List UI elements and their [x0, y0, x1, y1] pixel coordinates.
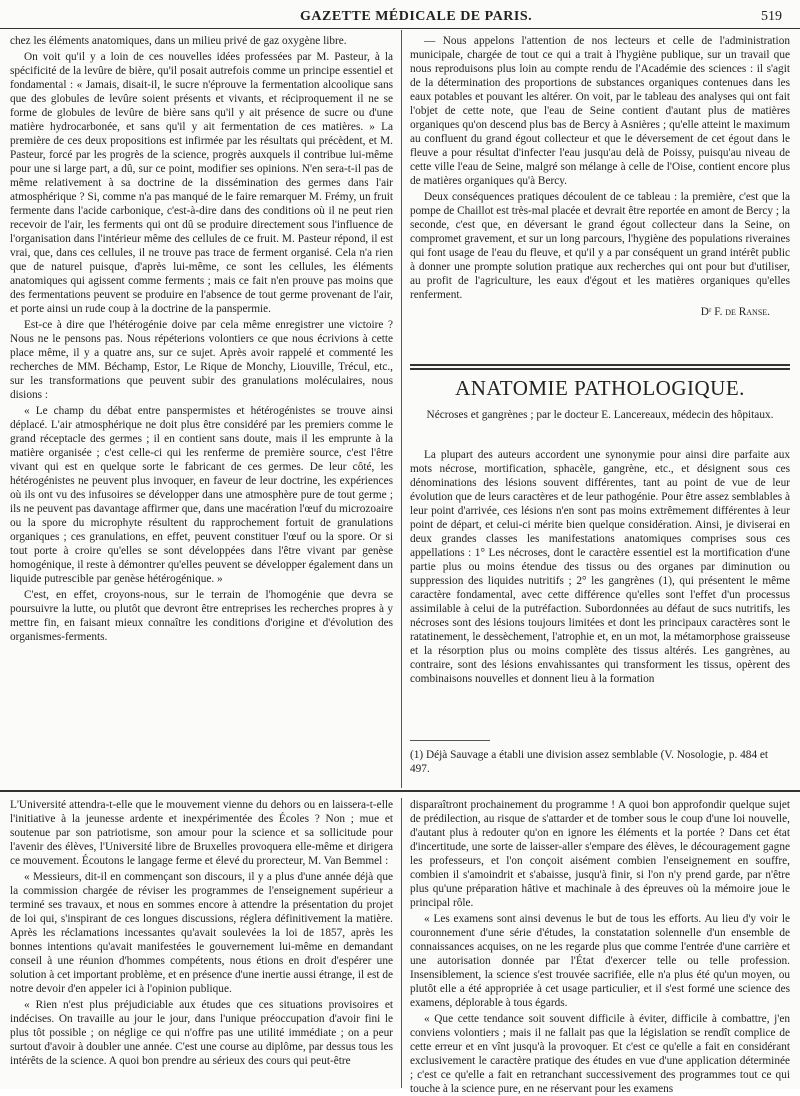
article-subtitle: Nécroses et gangrènes ; par le docteur E. Lancereaux, médecin des hôpitaux.	[426, 409, 774, 421]
section-title: ANATOMIE PATHOLOGIQUE.	[455, 376, 745, 400]
right-column-article	[410, 448, 790, 736]
section-rule	[410, 364, 790, 366]
bottom-left-column	[10, 798, 393, 1086]
quote-paragraph: « Que cette tendance soit souvent difficile à éviter, difficile à combattre, j'en conviens volontiers ; mais il ne fallait pas que la législation se rendît complice de cette erreur et en vînt jusqu'à la provoquer. Et c'est ce qu'elle a fait en considérant exclusivement le caractère pratique des études en vue d'une application déterminée ; c'est ce qu'elle a fait en retranchant successivement des programmes tout ce qui touche à la science pure, en ne réservant pour les examens	[410, 1013, 790, 1095]
section-rule	[410, 368, 790, 370]
left-column	[10, 34, 393, 788]
column-divider	[401, 30, 402, 788]
footnote-rule	[410, 740, 490, 741]
bottom-right-column	[410, 798, 790, 1095]
paragraph: On voit qu'il y a loin de ces nouvelles idées professées par M. Pasteur, à la spécificité de la levûre de bière, qu'il posait autrefois comme un principe essentiel et fondamental : « Jamais, disait-il, le sucre n'éprouve la fermentation alcoolique sans que des globules de levûre soient présents et vivants, et réciproquement il ne se forme de globules de levûre de bière sans qu'il y ait présence de sucre ou d'une matière hydrocarbonée, et sans qu'il y ait fermentation de ces matières. » La première de ces deux propositions est infirmée par les résultats qui précèdent, et M. Pasteur, forcé par les progrès de la science, progrès auxquels il contribue lui-même pour une si large part, a dû, sur ce point, modifier ses opinions. N'en sera-t-il pas de même relativement à sa doctrine de la dissémination des germes dans l'air atmosphérique ? Si, comme n'a pas manqué de le faire remarquer M. Frémy, un fruit fermente dans l'acide carbonique, c'est-à-dire dans des conditions où il ne peut rien recevoir de l'air, les ferments qui ont dû se produire directement sous l'influence de l'organisation dans l'intérieur même des cellules de ce fruit. M. Pasteur répond, il est vrai, que, dans ces cellules, il ne trouve pas trace de ferment organisé. Cela n'a rien que de naturel puisque, d'après lui-même, ce sont les cellules, les éléments anatomiques qui agissent comme ferments ; mais ce fait n'en prouve pas moins que des fermentations peuvent se produire en l'absence de tout germe provenant de l'air, et porte ainsi un rude coup à la doctrine de la panspermie.	[10, 51, 393, 315]
paragraph: — Nous appelons l'attention de nos lecteurs et celle de l'administration municipale, chargée de tout ce qui a trait à l'hygiène publique, sur un travail que nous reproduisons plus loin au compte rendu de l'Académie des sciences : il s'agit de la détermination des proportions de substances organiques contenues dans les eaux potables et pouvant les altérer. On voit, par le tableau des analyses qui ont fait l'objet de cette note, que l'eau de Seine contient d'autant plus de matières organiques qu'on descend plus bas de Bercy à Asnières ; qu'elle atteint le maximum au confluent du grand égout collecteur et que le déversement de cet égout dans le fleuve a pour résultat d'infecter l'eau jusqu'au delà de Poissy, puisqu'au niveau de cette ville l'eau de Seine, malgré son mélange à celle de l'Oise, contient encore plus de matières organiques qu'à Bercy.	[410, 35, 790, 187]
author-signature: Dʳ F. de Ranse.	[700, 306, 770, 318]
journal-title: GAZETTE MÉDICALE DE PARIS.	[300, 9, 533, 24]
paragraph: Deux conséquences pratiques découlent de ce tableau : la première, c'est que la pompe de Chaillot est très-mal placée et devrait être reportée en amont de Bercy ; la seconde, c'est que, en déversant le grand égout collecteur dans la Seine, on compromet gravement, et sur un long parcours, l'hygiène des populations riveraines qui font usage de l'eau du fleuve, et qu'il y a par conséquent un grand intérêt public à donner une prompte solution pratique aux recherches qui ont pour but d'utiliser, au profit de l'agriculture, les eaux d'égout et les matières organiques qu'elles renferment.	[410, 191, 790, 301]
paragraph: C'est, en effet, croyons-nous, sur le terrain de l'homogénie que devra se poursuivre la lutte, ou plutôt que devront être entreprises les recherches propres à y mettre fin, en faisant mieux connaître les conditions d'origine et d'évolution des organismes-ferments.	[10, 589, 393, 643]
paragraph: L'Université attendra-t-elle que le mouvement vienne du dehors ou en laissera-t-elle l'initiative à la jeunesse ardente et inexpérimentée des Écoles ? Non ; mue et soutenue par son patriotisme, son amour pour la science et sa sollicitude pour l'avenir des élèves, l'Université libre de Bruxelles provoquera elle-même et dirigera ce mouvement. Écoutons le langage ferme et élevé du prorecteur, M. Van Bemmel :	[10, 799, 393, 867]
quote-paragraph: « Messieurs, dit-il en commençant son discours, il y a plus d'une année déjà que la commission chargée de réviser les programmes de l'enseignement supérieur a terminé ses travaux, et nous en sommes encore à attendre la présentation du projet de loi qui, s'inspirant de ces longues discussions, réglera définitivement la matière. Après les réclamations incessantes qu'avait soulevées la loi de 1857, après les bonnes intentions qu'avait manifestées le gouvernement lui-même en demandant conseil à une réunion d'hommes compétents, nous étions en droit d'espérer une solution à cet important problème, et en présence d'une inertie aussi étrange, il est de notre devoir d'en appeler ici à l'opinion publique.	[10, 871, 393, 995]
quote-paragraph: « Le champ du débat entre panspermistes et hétérogénistes se trouve ainsi déplacé. L'air atmosphérique ne doit plus être considéré par les premiers comme le grand réceptacle des germes ; il en contient sans doute, mais il les emprunte à la matière organisée ; c'est celle-ci qui les renferme de première source, c'est l'être vivant qui est en quelque sorte le fabricant de ces germes. De leur côté, les hétérogénistes ne peuvent plus invoquer, en faveur de leur doctrine, les expériences où ils ont vu des infusoires se développer dans une atmosphère pure de tout germe ; ils ne peuvent pas davantage affirmer que, dans une macération l'œuf du microzoaire ou la spore du microphyte résultent du rapprochement fortuit de granulations organiques ; ces granulations, en effet, peuvent constituer l'œuf ou la spore. Or si tout porte à croire qu'elles se sont développées dans l'être vivant par genèse homogénique, il reste à démontrer qu'elles peuvent se développer également dans un liquide putrescible par genèse hétérogénique. »	[10, 405, 393, 585]
section-divider	[0, 790, 800, 792]
footnote: (1) Déjà Sauvage a établi une division assez semblable (V. Nosologie, p. 484 et 497.	[410, 749, 769, 775]
quote-paragraph: « Les examens sont ainsi devenus le but de tous les efforts. Au lieu d'y voir le couronnement d'une série d'études, la constatation solennelle d'un ensemble de connaissances acquises, on ne les regarde plus que comme l'entrée d'une carrière et une autorisation donnée par l'État d'exercer telle ou telle profession. Insensiblement, la science s'est trouvée sacrifiée, elle n'a plus été qu'un moyen, ou plutôt elle a été appropriée à cet usage particulier, et il s'est formé une science des examens, déplorable à tous égards.	[410, 913, 790, 1009]
column-divider	[401, 798, 402, 1088]
paragraph: La plupart des auteurs accordent une synonymie pour ainsi dire parfaite aux mots nécrose, mortification, sphacèle, gangrène, etc., et désignent sous ces dénominations des lésions souvent différentes, tant au point de vue de leur évolution que de leurs caractères et de leur pathogénie. Pour être assez semblables à leur point d'arrivée, ces lésions n'en sont pas moins extrêmement différentes à leur point de départ, et celui-ci mérite bien quelque considération. Ainsi, je diviserai en deux grandes classes les manifestations anatomiques comprises sous ces appellations : 1° Les nécroses, dont le caractère essentiel est la mortification d'une partie plus ou moins étendue des tissus ou des organes par diminution ou suppression des liquides nutritifs ; 2° les gangrènes (1), qui présentent le même caractère fondamental, avec cette différence qu'elles sont l'effet d'un processus assimilable à celui de la putréfaction. Subordonnées au défaut de sucs nutritifs, les nécroses sont des lésions toujours limitées et dont les principaux caractères sont le ratatinement, le dessèchement, l'atrophie et, en un mot, la métamorphose graisseuse et la résorption plus ou moins complète des tissus altérés. Les gangrènes, au contraire, sont des lésions envahissantes qui transforment les tissus, opèrent des combinaisons nouvelles et donnent lieu à la formation	[410, 449, 790, 685]
page-number: 519	[761, 9, 782, 24]
paragraph: chez les éléments anatomiques, dans un milieu privé de gaz oxygène libre.	[10, 35, 347, 47]
right-column-top	[410, 34, 790, 360]
quote-paragraph: « Rien n'est plus préjudiciable aux études que ces situations provisoires et indécises. On travaille au jour le jour, dans l'unique préoccupation d'avoir fini le plus tôt possible ; on néglige ce qui n'offre pas une utilité immédiate ; on a peur surtout d'avoir à doubler une année. C'est une course au diplôme, par dessus tous les intérêts de la science. A quoi bon prendre au sérieux des cours qui peut-être	[10, 999, 393, 1067]
page-header	[0, 0, 800, 29]
paragraph: disparaîtront prochainement du programme ! A quoi bon approfondir quelque sujet de prédilection, au risque de s'attarder et de tomber sous le coup d'une loi nouvelle, d'autant plus à redouter qu'on en ignore les éléments et la portée ? Dans cet état d'incertitude, une sorte de laisser-aller s'empare des élèves, le découragement gagne les professeurs, et l'on conçoit aisément combien l'enseignement en souffre, combien il s'amoindrit et s'abaisse, jusqu'à finir, si l'on n'y prend garde, par n'être plus qu'une préparation hâtive et machinale à des épreuves où la mémoire joue le principal rôle.	[410, 799, 790, 909]
paragraph: Est-ce à dire que l'hétérogénie doive par cela même enregistrer une victoire ? Nous ne le pensons pas. Nous répéterions volontiers ce que nous écrivions à cette place même, il y a quatre ans, sur ce sujet. Après avoir rappelé et commenté les recherches de MM. Béchamp, Estor, Le Rique de Monchy, Liouville, Trécul, etc., sur les transformations que peuvent subir des granulations moléculaires, nous disions :	[10, 319, 393, 401]
